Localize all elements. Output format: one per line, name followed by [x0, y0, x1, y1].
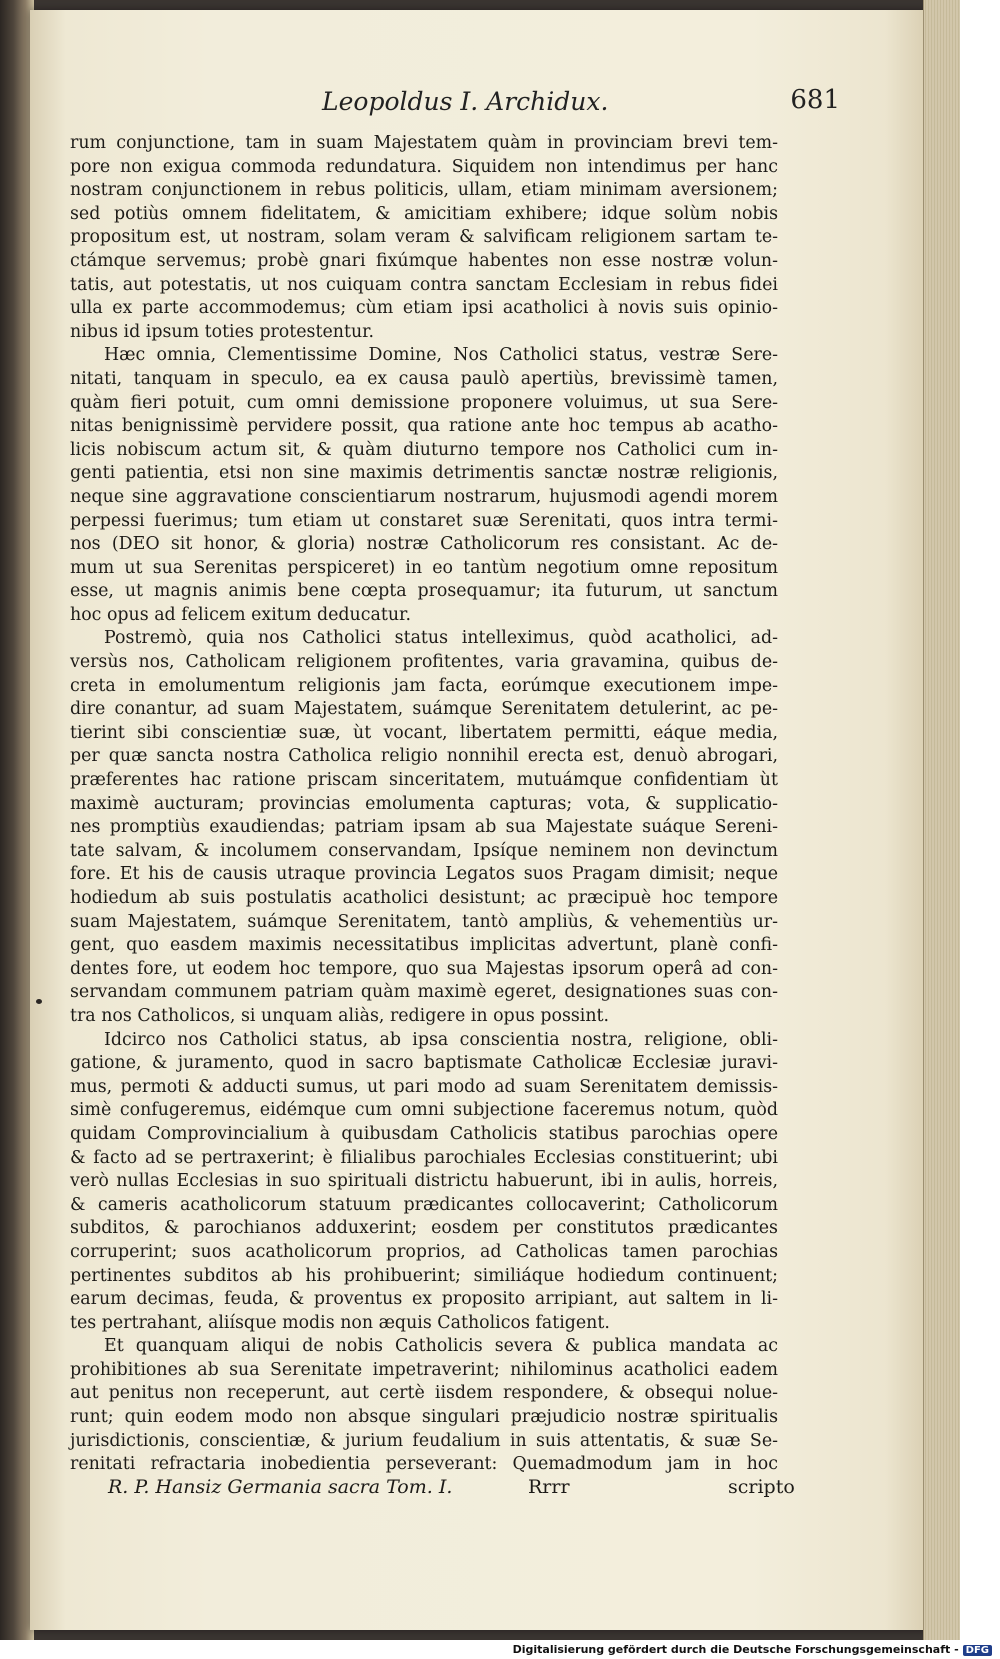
- book-gutter: [0, 0, 34, 1640]
- text-line: servandam communem patriam quàm maximè egeret, designationes suas con-: [70, 982, 778, 1003]
- text-line: creta in emolumentum religionis jam facta, eorúmque executionem impe-: [70, 675, 778, 696]
- text-line: verò nullas Ecclesias in suo spirituali districtu habuerunt, ibi in aulis, horreis,: [70, 1171, 778, 1192]
- text-line: perpessi fuerimus; tum etiam ut constaret suæ Serenitati, quos intra termi-: [70, 510, 778, 531]
- catchword: scripto: [728, 1476, 795, 1498]
- text-line: fore. Et his de causis utraque provincia Legatos suos Pragam dimisit; neque: [70, 864, 778, 885]
- credit-text: Digitalisierung gefördert durch die Deutsche Forschungsgemeinschaft -: [512, 1643, 959, 1656]
- text-line: hodiedum ab suis postulatis acatholici desistunt; ac præcipuè hoc tempore: [70, 888, 778, 908]
- text-line: renitati refractaria inobedientia perseverant: Quemadmodum jam in hoc: [70, 1454, 778, 1475]
- footer-reference: R. P. Hansiz Germania sacra Tom. I.: [108, 1476, 453, 1498]
- body-text: [70, 132, 778, 1477]
- text-line: aut penitus non receperunt, aut certè iisdem respondere, & obsequi nolue-: [70, 1383, 778, 1404]
- text-line: Postremò, quia nos Catholici status intelleximus, quòd acatholici, ad-: [104, 628, 778, 649]
- text-line: tatis, aut potestatis, ut nos cuiquam contra sanctam Ecclesiam in rebus fidei: [70, 274, 778, 295]
- text-line: tra nos Catholicos, si unquam aliàs, redigere in opus possint.: [70, 1005, 610, 1026]
- text-line: suam Majestatem, suámque Serenitatem, tantò ampliùs, & vehementiùs ur-: [70, 911, 778, 932]
- text-line: dire conantur, ad suam Majestatem, suámque Serenitatem detulerint, ac pe-: [70, 699, 778, 720]
- text-line: hoc opus ad felicem exitum deducatur.: [70, 604, 411, 625]
- text-line: nos (DEO sit honor, & gloria) nostræ Catholicorum res consistant. Ac de-: [70, 534, 778, 555]
- text-line: dentes fore, ut eodem hoc tempore, quo sua Majestas ipsorum operâ ad con-: [70, 958, 778, 979]
- dfg-logo: DFG: [963, 1645, 992, 1656]
- text-line: pore non exigua commoda redundatura. Siquidem non intendimus per hanc: [70, 156, 778, 177]
- page-footer: [108, 1476, 808, 1506]
- text-line: gatione, & juramento, quod in sacro baptismate Catholicæ Ecclesiæ juravi-: [70, 1053, 778, 1074]
- page-number: 681: [790, 85, 840, 115]
- signature-mark: Rrrr: [528, 1476, 570, 1498]
- text-line: corruperint; suos acatholicorum proprios, ad Catholicas tamen parochias: [70, 1241, 778, 1262]
- text-line: nitas benignissimè pervidere possit, qua ratione ante hoc tempus ab acatho-: [70, 416, 778, 437]
- text-line: Hæc omnia, Clementissime Domine, Nos Catholici status, vestræ Sere-: [104, 345, 778, 366]
- text-line: nitati, tanquam in speculo, ea ex causa paulò apertiùs, brevissimè tamen,: [70, 368, 778, 389]
- credit-line: [513, 1643, 992, 1656]
- text-line: tate salvam, & incolumem conservandam, Ipsíque neminem non devinctum: [70, 840, 778, 861]
- running-title: Leopoldus I. Archidux.: [322, 87, 609, 116]
- margin-mark: [36, 999, 42, 1004]
- text-line: gent, quo easdem maximis necessitatibus implicitas advertunt, planè confi-: [70, 935, 778, 956]
- text-line: sed potiùs omnem fidelitatem, & amicitiam exhibere; idque solùm nobis: [70, 203, 778, 224]
- text-line: præferentes hac ratione priscam sinceritatem, mutuámque confidentiam ùt: [70, 770, 778, 791]
- text-line: ulla ex parte accommodemus; cùm etiam ipsi acatholici à novis suis opinio-: [70, 298, 778, 319]
- text-line: Et quanquam aliqui de nobis Catholicis severa & publica mandata ac: [104, 1336, 778, 1357]
- text-line: ctámque servemus; probè gnari fixúmque habentes non esse nostræ volun-: [70, 250, 778, 271]
- text-line: pertinentes subditos ab his prohibuerint; similiáque hodiedum continuent;: [70, 1265, 778, 1286]
- text-line: licis nobiscum actum sit, & quàm diuturno tempore nos Catholici cum in-: [70, 439, 778, 460]
- text-line: mus, permoti & adducti sumus, ut pari modo ad suam Serenitatem demissis-: [70, 1076, 778, 1097]
- text-line: simè confugeremus, eidémque cum omni subjectione faceremus notum, quòd: [70, 1100, 778, 1121]
- text-line: tierint sibi conscientiæ suæ, ùt vocant, libertatem permitti, eáque media,: [70, 722, 778, 743]
- text-line: nostram conjunctionem in rebus politicis, ullam, etiam minimam aversionem;: [70, 180, 778, 201]
- text-line: propositum est, ut nostram, solam veram & salvificam religionem sartam te-: [70, 227, 778, 248]
- text-line: versùs nos, Catholicam religionem profitentes, varia gravamina, quibus de-: [70, 652, 778, 673]
- text-line: per quæ sancta nostra Catholica religio nonnihil erecta est, denuò abrogari,: [70, 746, 778, 767]
- text-line: subditos, & parochianos adduxerint; eosdem per constitutos prædicantes: [70, 1218, 778, 1239]
- text-line: runt; quin eodem modo non absque singulari præjudicio nostræ spiritualis: [70, 1407, 778, 1428]
- credit-bar: [0, 1640, 1000, 1659]
- text-line: & cameris acatholicorum statuum prædicantes collocaverint; Catholicorum: [70, 1194, 778, 1215]
- text-line: tes pertrahant, aliísque modis non æquis Catholicos fatigent.: [70, 1312, 610, 1333]
- text-line: mum ut sua Serenitas perspiceret) in eo tantùm negotium omne repositum: [70, 557, 778, 578]
- text-line: genti patientia, etsi non sine maximis detrimentis sanctæ nostræ religionis,: [70, 463, 778, 484]
- page-edges: [923, 0, 960, 1640]
- text-line: maximè aucturam; provincias emolumenta capturas; vota, & supplicatio-: [70, 793, 778, 814]
- page-header: [90, 85, 840, 125]
- text-line: nes promptiùs exaudiendas; patriam ipsam ab sua Majestate suáque Sereni-: [70, 817, 778, 838]
- text-line: prohibitiones ab sua Serenitate impetraverint; nihilominus acatholici eadem: [70, 1359, 778, 1380]
- text-line: earum decimas, feuda, & proventus ex proposito arripiant, aut saltem in li-: [70, 1289, 778, 1310]
- text-line: & facto ad se pertraxerint; è filialibus parochiales Ecclesias constituerint; ubi: [70, 1147, 778, 1168]
- text-line: quidam Comprovincialium à quibusdam Catholicis statibus parochias opere: [70, 1123, 778, 1144]
- text-line: nibus id ipsum toties protestentur.: [70, 321, 375, 342]
- text-line: neque sine aggravatione conscientiarum nostrarum, hujusmodi agendi morem: [70, 486, 778, 507]
- text-line: Idcirco nos Catholici status, ab ipsa conscientia nostra, religione, obli-: [104, 1029, 778, 1050]
- text-line: quàm fieri potuit, cum omni demissione proponere voluimus, ut sua Sere-: [70, 392, 778, 413]
- text-line: rum conjunctione, tam in suam Majestatem quàm in provinciam brevi tem-: [70, 133, 778, 153]
- text-line: esse, ut magnis animis bene cœpta prosequamur; ita futurum, ut sanctum: [70, 581, 778, 602]
- text-line: jurisdictionis, conscientiæ, & jurium feudalium in suis attentatis, & suæ Se-: [70, 1430, 778, 1451]
